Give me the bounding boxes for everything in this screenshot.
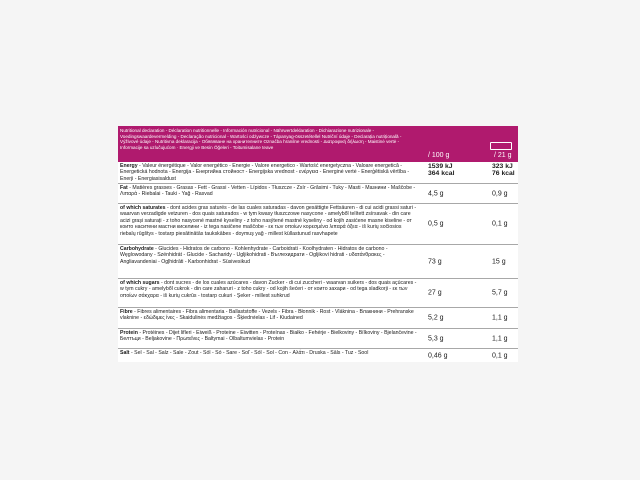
value-per-100g: 4,5 g (428, 190, 444, 197)
nutrient-name: Protein - Protéines - Dijet lifleri - Eiweiß - Proteine - Eiwitten - Proteínas - Białko - Fehérje - Bielkoviny - Bílkoviny - Bjelančevine - Белтъци - Beljakovine - Πρωτεΐνες - Baltymai - Olbaltumvielas - Protein (120, 330, 417, 343)
nutrient-row-energy (118, 162, 518, 184)
nutrient-name: Salt - Sel - Sal - Salz - Sale - Zout - Sól - Só - Sare - Soľ - Sól - Sol - Con - Αλάτι - Druska - Sāls - Tuz - Sool (120, 350, 369, 356)
nutrient-row-carbohydrate (118, 245, 518, 279)
value-per-serving: 0,1 g (492, 352, 508, 359)
value-per-100g: 1539 kJ 364 kcal (428, 163, 455, 178)
nutrient-row-fat (118, 184, 518, 204)
nutrient-row-saturates (118, 204, 518, 245)
value-per-serving: 0,1 g (492, 220, 508, 228)
value-per-serving: 15 g (492, 258, 506, 265)
value-per-100g: 5,2 g (428, 314, 444, 322)
label-header (118, 126, 518, 162)
value-per-serving: 0,9 g (492, 190, 508, 197)
value-per-serving: 5,7 g (492, 289, 508, 297)
nutrient-name: Fibre - Fibres alimentaires - Fibra alimentaria - Ballaststoffe - Vezels - Fibra - Błonnik - Rost - Vláknina - Влакнини - Prehranske vlaknine - εδώδιμες ίνες - Skaidulinės medžiagos - Šķiedrvielas - Lif - Kiudained (120, 309, 414, 322)
declaration-text: Nutritional declaration - Déclaration nutritionnelle - Información nutricional - Nährwertdeklaration - Dichiarazione nutrizionale - Voedingswaardevermelding - Declaração nutricional - Wartości odżywcze - Tápanyag-összetétellel Nutriční údaje - Declarația nutrițională - Výživové údaje - Nutritivna deklaracija - Обявяване на хранителните Označba hranilne vrednosti - Διατροφική δήλωση - Maistinė vertė - Informacije sa uzlučujućom · Energji ve Besin Öğeleri - Toitumisalane teave (120, 128, 402, 150)
nutrient-row-fibre (118, 308, 518, 329)
value-per-100g: 0,5 g (428, 220, 444, 228)
nutrient-name: of which saturates - dont acides gras saturés - de las cuales saturadas - davon gesättigte Fettsäuren - di cui acidi grassi saturi - waarvan verzadigde vetzuren - dos quais saturados - w tym kwasy tłuszczowe nasycone - amelyből telített zsírsavak - din care acizi grași saturați - z toho nasycené mastné kyseliny - z toho nasýtené mastné kyseliny - od kojih zasićene masne kiseline - от които наситени мастни киселини - iz tega nasičene maščobe - εκ των οποίων κορεσμένα λιπαρά όξεα - iš kurių sočiosios riebalų rūgštys - tostarp piesātinātās taukskābes - doymuş yağ - millest küllastunud rasvhapete (120, 205, 417, 237)
value-per-100g: 0,46 g (428, 352, 448, 359)
value-per-serving: 1,1 g (492, 335, 508, 342)
nutrition-label (118, 126, 518, 362)
package-icon (490, 142, 512, 150)
nutrient-name: Energy - Valeur énergétique - Valor energético - Energie - Valore energetico - Wartość energetyczna - Valoare energetică - Energetická hodnota - Energija - Енергийна стойност - Energijska vrednost - ενέργεια - Energinė vertė - Enerģētiskā vērtība - Enerji - Energiasisaldust (120, 163, 410, 182)
per-100g-heading: / 100 g (428, 152, 450, 159)
nutrient-name: Fat - Matières grasses - Grasas - Fett - Grassi - Vetten - Lípidos - Tłuszcze - Zsír - Grăsimi - Tuky - Masti - Мазнини - Maščobe - Λιπαρά - Riebalai - Tauki - Yağ - Rasvad (120, 185, 416, 198)
nutrient-row-protein (118, 329, 518, 349)
nutrient-row-salt (118, 349, 518, 362)
nutrient-name: of which sugars - dont sucres - de los cuales azúcares - davon Zucker - di cui zuccheri - waarvan suikers - dos quais açúcares - w tym cukry - amelyből cukrok - din care zaharuri - z toho cukry - od kojih šećeri - от които захари - od tega sladkorji - εκ των οποίων σάκχαρα - iš kurių cukrūs - tostarp cukuri - Şeker - millest suhkrud (120, 280, 417, 299)
value-per-100g: 27 g (428, 289, 442, 297)
value-per-100g: 73 g (428, 258, 442, 265)
value-per-serving: 323 kJ 76 kcal (492, 163, 515, 178)
value-per-serving: 1,1 g (492, 314, 508, 322)
per-serving-heading: / 21 g (494, 152, 512, 159)
value-per-100g: 5,3 g (428, 335, 444, 342)
nutrient-name: Carbohydrate - Glucides - Hidratos de carbono - Kohlenhydrate - Carboidrati - Koolhydraten - Hidratos de carbono - Węglowodany - Szénhidrát - Glucide - Sacharidy - Ugljikohidrati - Въглехидрати - Ogljikovi hidrati - υδατάνθρακες - Angliavandeniai - Ogļhidrāti - Karbonhidrat - Süsivesikud (120, 246, 388, 265)
nutrient-row-sugars (118, 279, 518, 308)
